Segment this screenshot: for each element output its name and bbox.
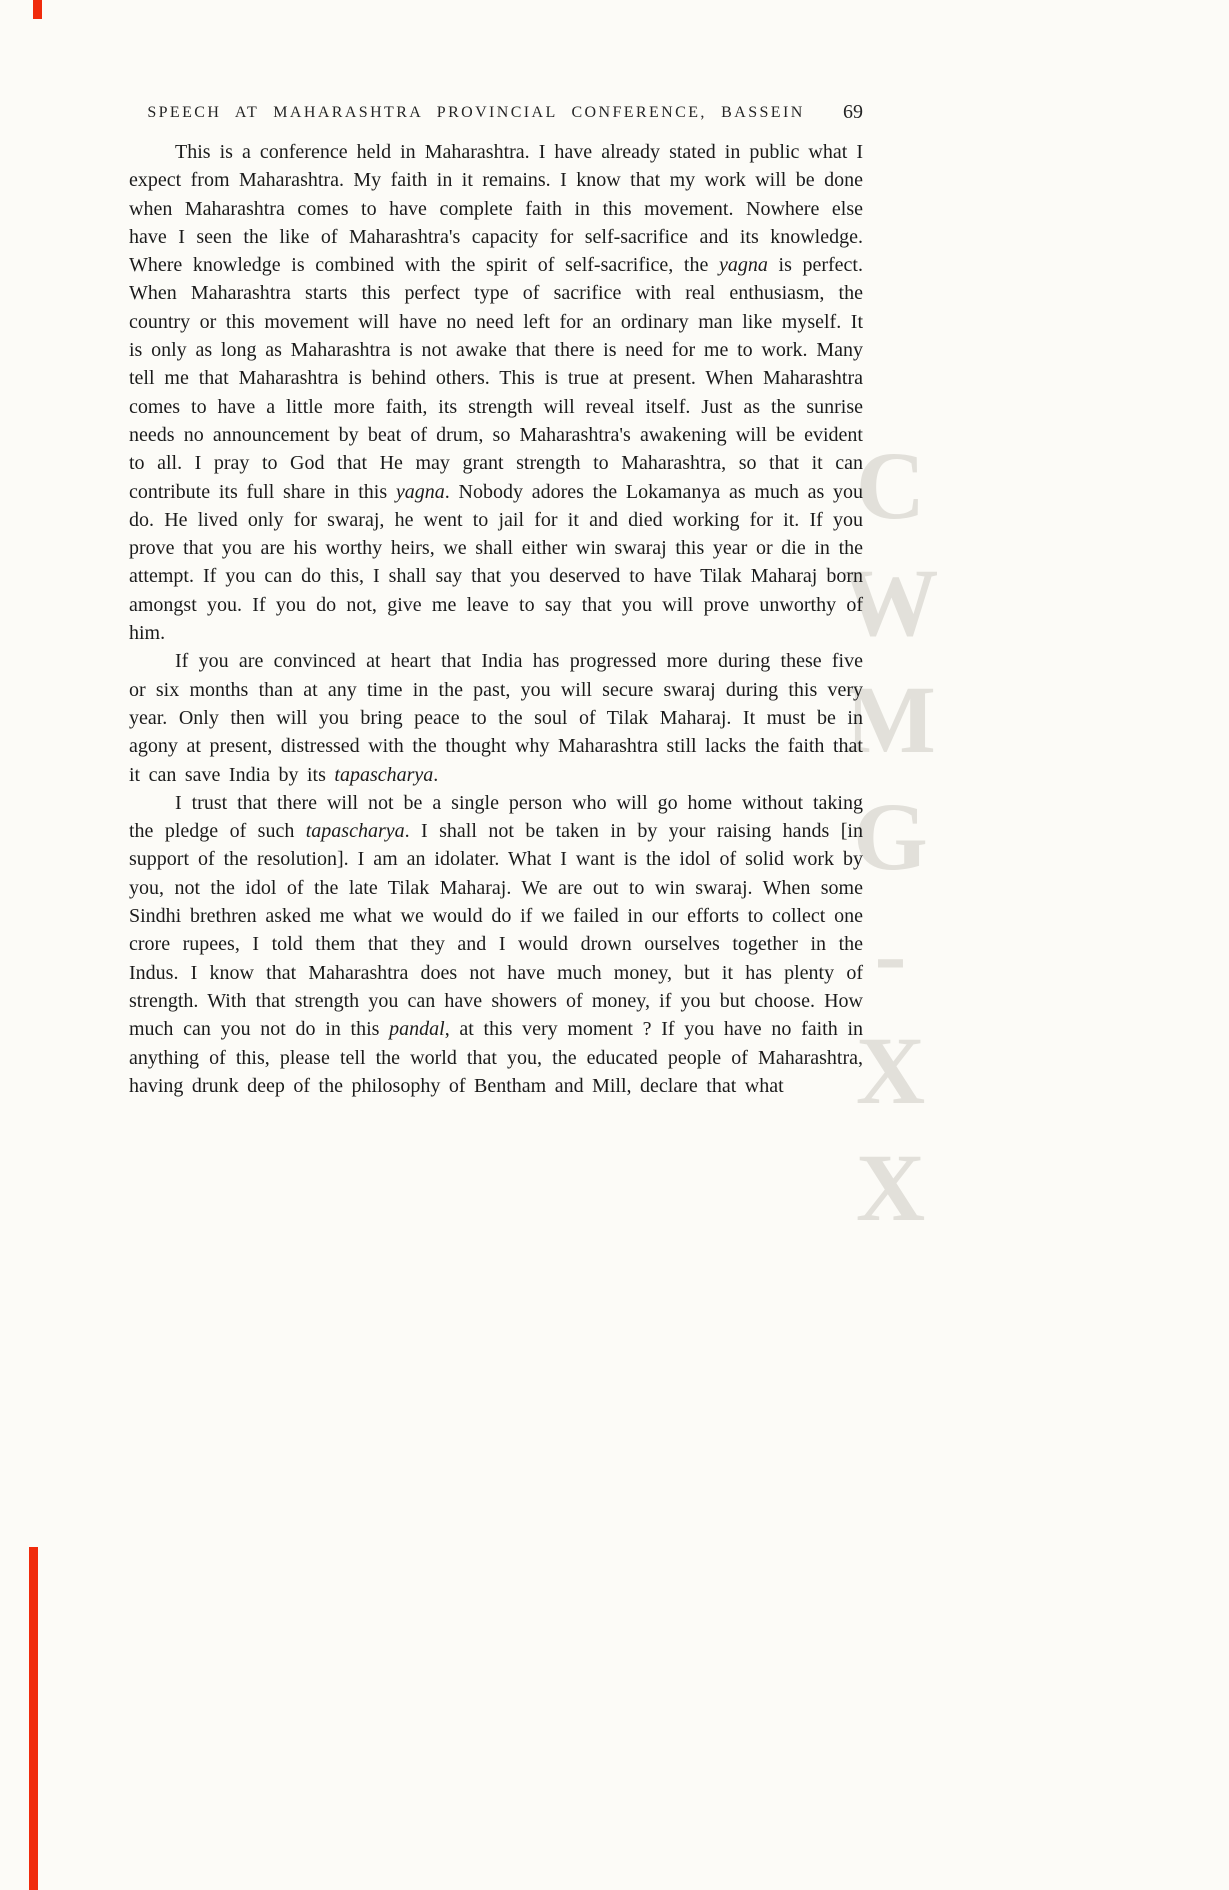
body-text: [129, 138, 863, 1100]
page-content: [129, 101, 864, 1100]
paragraph: I trust that there will not be a single person who will go home without taking the pledge of such tapascharya. I shall not be taken in by your raising hands [in support of the resolution]. I am an idolater. What I want is the idol of solid work by you, not the idol of the late Tilak Maharaj. We are out to win swaraj. When some Sindhi brethren asked me what we would do if we failed in our efforts to collect one crore rupees, I told them that they and I would drown ourselves together in the Indus. I know that Maharashtra does not have much money, but it has plenty of strength. With that strength you can have showers of money, if you but choose. How much can you not do in this pandal, at this very moment ? If you have no faith in anything of this, please tell the world that you, the educated people of Maharashtra, having drunk deep of the philosophy of Bentham and Mill, declare that what: [129, 791, 863, 1097]
header-title: SPEECH AT MAHARASHTRA PROVINCIAL CONFERENCE, BASSEIN: [147, 104, 805, 121]
scan-mark-top: [33, 0, 42, 19]
watermark: CWMG-XX: [837, 432, 944, 1251]
paragraph: If you are convinced at heart that India has progressed more during these five or six months than at any time in the past, you will secure swaraj during this very year. Only then will you bring peace to the soul of Tilak Maharaj. It must be in agony at present, distressed with the thought why Maharashtra still lacks the faith that it can save India by its tapascharya.: [129, 650, 863, 786]
scan-mark-bottom: [29, 1547, 38, 1890]
running-header: [129, 101, 863, 123]
paragraph: This is a conference held in Maharashtra. I have already stated in public what I expect from Maharashtra. My faith in it remains. I know that my work will be done when Maharashtra comes to have complete faith in this movement. Nowhere else have I seen the like of Maharashtra's capacity for self-sacrifice and its knowledge. Where knowledge is combined with the spirit of self-sacrifice, the yagna is perfect. When Maharashtra starts this perfect type of sacrifice with real enthusiasm, the country or this movement will have no need left for an ordinary man like myself. It is only as long as Maharashtra is not awake that there is need for me to work. Many tell me that Maharashtra is behind others. This is true at present. When Maharashtra comes to have a little more faith, its strength will reveal itself. Just as the sunrise needs no announcement by beat of drum, so Maharashtra's awakening will be evident to all. I pray to God that He may grant strength to Maharashtra, so that it can contribute its full share in this yagna. Nobody adores the Lokamanya as much as you do. He lived only for swaraj, he went to jail for it and died working for it. If you prove that you are his worthy heirs, we shall either win swaraj this year or die in the attempt. If you can do this, I shall say that you deserved to have Tilak Maharaj born amongst you. If you do not, give me leave to say that you will prove unworthy of him.: [129, 141, 864, 645]
page-number: 69: [843, 101, 863, 123]
